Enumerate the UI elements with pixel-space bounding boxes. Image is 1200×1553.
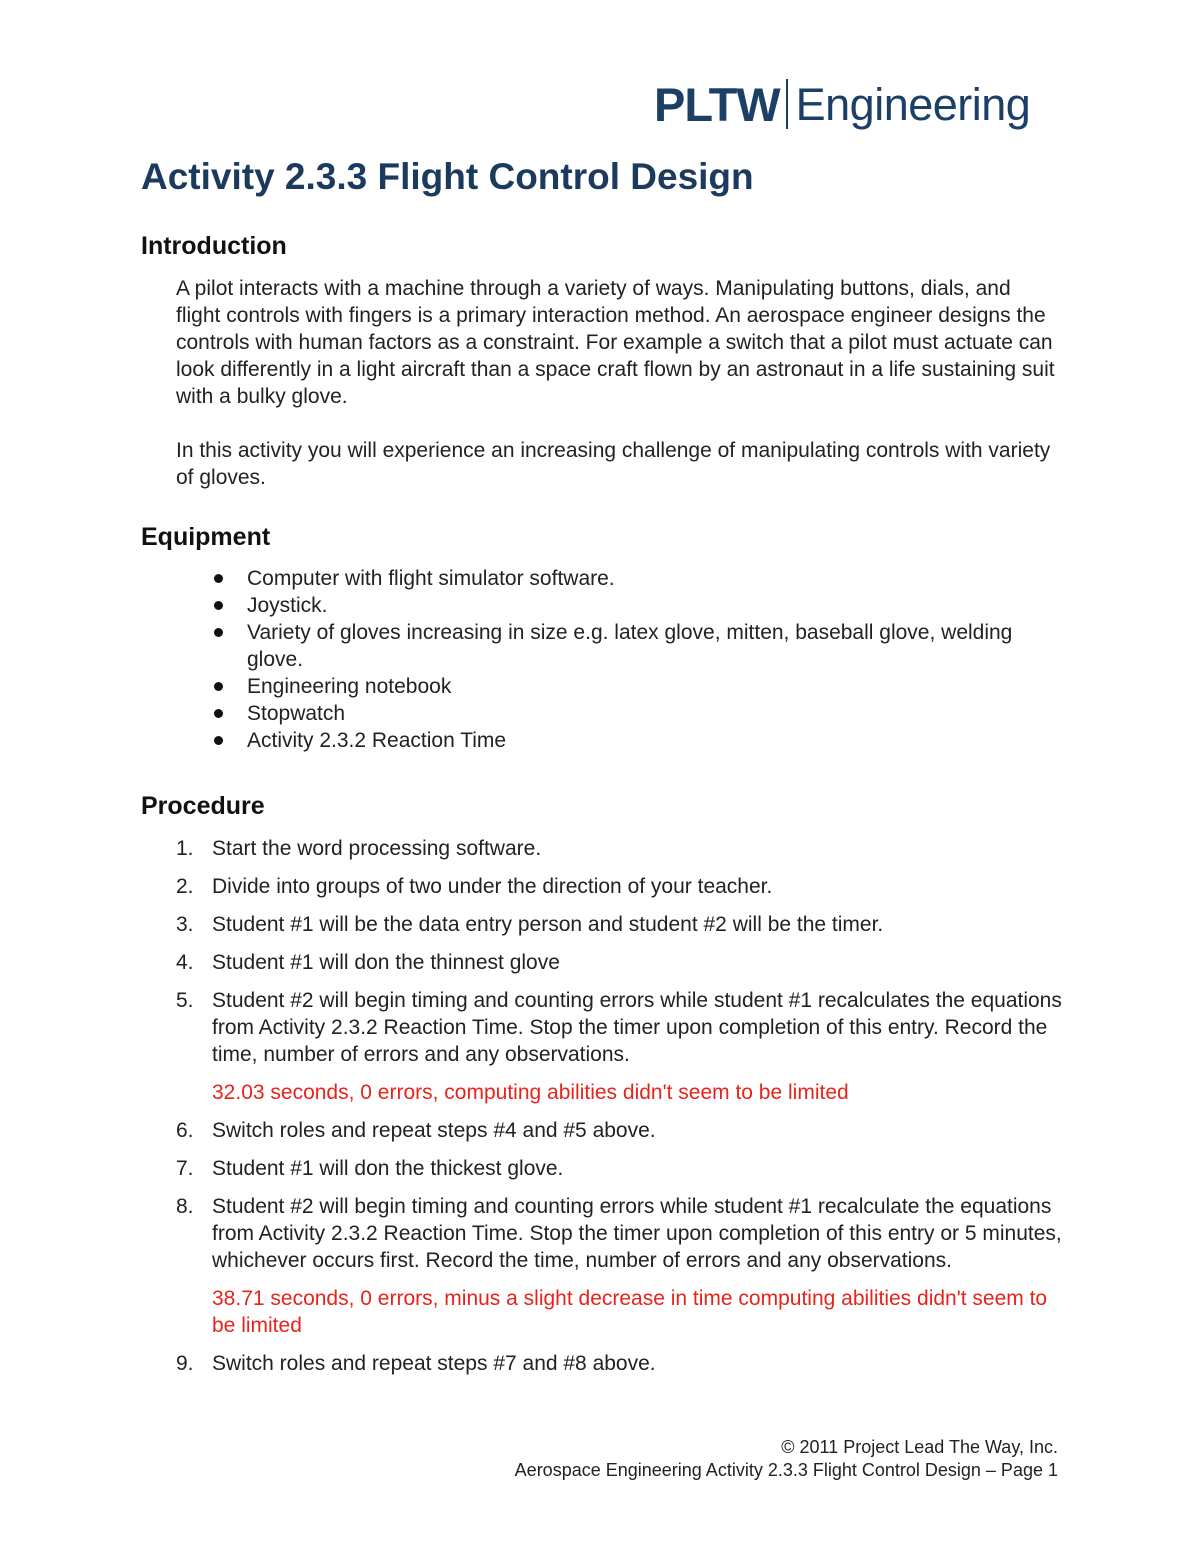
- step-text: Switch roles and repeat steps #7 and #8 above.: [212, 1352, 656, 1375]
- step-text: Student #1 will don the thinnest glove: [212, 951, 560, 974]
- equipment-item: [176, 619, 1056, 673]
- introduction-heading: Introduction: [141, 232, 287, 260]
- equipment-item: [176, 673, 1056, 700]
- procedure-step: [176, 1350, 1076, 1377]
- page-footer: [515, 1436, 1058, 1482]
- step-text: Student #1 will don the thickest glove.: [212, 1157, 564, 1180]
- equipment-item: [176, 592, 1056, 619]
- step-number: 4.: [176, 951, 194, 974]
- step-answer: 32.03 seconds, 0 errors, computing abilities didn't seem to be limited: [212, 1081, 849, 1104]
- procedure-step: [176, 873, 1076, 900]
- equipment-item: [176, 565, 1056, 592]
- equipment-item-text: Engineering notebook: [247, 675, 452, 698]
- procedure-list: [176, 835, 1076, 1388]
- step-number: 8.: [176, 1195, 194, 1218]
- bullet-icon: [214, 628, 223, 637]
- step-number: 9.: [176, 1352, 194, 1375]
- equipment-item: [176, 700, 1056, 727]
- bullet-icon: [214, 709, 223, 718]
- step-text: Student #1 will be the data entry person and student #2 will be the timer.: [212, 913, 884, 936]
- logo-divider: [786, 79, 788, 129]
- step-number: 1.: [176, 837, 194, 860]
- logo-word: Engineering: [795, 78, 1031, 130]
- procedure-step: [176, 1193, 1076, 1339]
- step-number: 7.: [176, 1157, 194, 1180]
- step-answer: 38.71 seconds, 0 errors, minus a slight decrease in time computing abilities didn't seem to be limited: [212, 1287, 1048, 1337]
- step-number: 2.: [176, 875, 194, 898]
- step-text: Divide into groups of two under the direction of your teacher.: [212, 875, 773, 898]
- equipment-item-text: Activity 2.3.2 Reaction Time: [247, 729, 507, 752]
- procedure-step: [176, 835, 1076, 862]
- pltw-engineering-logo: [654, 78, 1030, 130]
- step-text: Start the word processing software.: [212, 837, 542, 860]
- procedure-step: [176, 1117, 1076, 1144]
- introduction-paragraph-1: A pilot interacts with a machine through a variety of ways. Manipulating buttons, dials, and flight controls with fingers is a primary interaction method. An aerospace engineer designs the controls with human factors as a constraint. For example a switch that a pilot must actuate can look differently in a light aircraft than a space craft flown by an astronaut in a life sustaining suit with a bulky glove.: [176, 277, 1055, 408]
- equipment-item-text: Computer with flight simulator software.: [247, 567, 615, 590]
- procedure-step: [176, 987, 1076, 1106]
- step-number: 6.: [176, 1119, 194, 1142]
- footer-copyright: © 2011 Project Lead The Way, Inc.: [781, 1437, 1058, 1457]
- equipment-item: [176, 727, 1056, 754]
- equipment-list: [176, 565, 1056, 754]
- step-text: Switch roles and repeat steps #4 and #5 above.: [212, 1119, 656, 1142]
- introduction-paragraph-2: In this activity you will experience an increasing challenge of manipulating controls with variety of gloves.: [176, 439, 1051, 489]
- procedure-step: [176, 1155, 1076, 1182]
- procedure-step: [176, 949, 1076, 976]
- step-number: 3.: [176, 913, 194, 936]
- bullet-icon: [214, 601, 223, 610]
- step-text: Student #2 will begin timing and counting errors while student #1 recalculates the equations from Activity 2.3.2 Reaction Time. Stop the timer upon completion of this entry. Record the time, number of errors and any observations.: [212, 989, 1062, 1066]
- page-title: Activity 2.3.3 Flight Control Design: [141, 156, 754, 197]
- procedure-step: [176, 911, 1076, 938]
- bullet-icon: [214, 574, 223, 583]
- equipment-heading: Equipment: [141, 523, 271, 551]
- footer-page-label: Aerospace Engineering Activity 2.3.3 Flight Control Design – Page 1: [514, 1460, 1058, 1480]
- equipment-item-text: Stopwatch: [247, 702, 346, 725]
- step-text: Student #2 will begin timing and counting errors while student #1 recalculate the equations from Activity 2.3.2 Reaction Time. Stop the timer upon completion of this entry or 5 minutes, whichever occurs first. Record the time, number of errors and any observations.: [212, 1195, 1062, 1272]
- step-number: 5.: [176, 989, 194, 1012]
- equipment-item-text: Variety of gloves increasing in size e.g. latex glove, mitten, baseball glove, welding glove.: [247, 621, 1013, 671]
- logo-mark: PLTW: [654, 77, 780, 131]
- bullet-icon: [214, 682, 223, 691]
- equipment-item-text: Joystick.: [247, 594, 328, 617]
- procedure-heading: Procedure: [141, 792, 265, 820]
- bullet-icon: [214, 736, 223, 745]
